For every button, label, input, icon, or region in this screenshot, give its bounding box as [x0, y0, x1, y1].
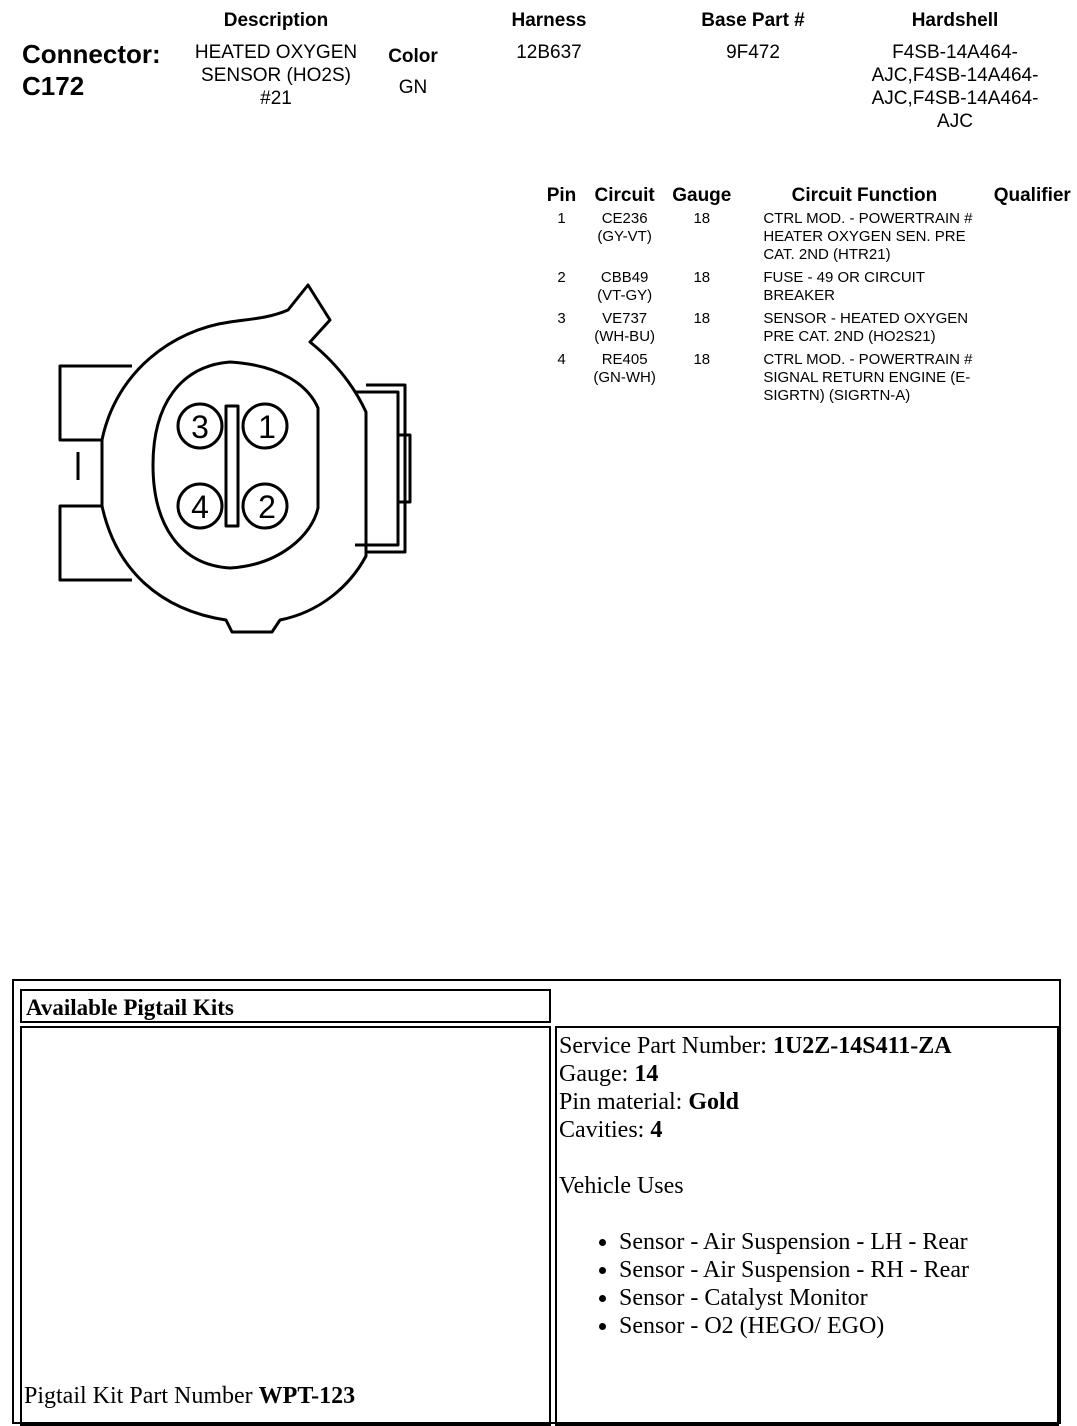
cavities-spec — [559, 1116, 1057, 1144]
circuit-color: (WH-BU) — [594, 328, 656, 345]
pin-label-4: 4 — [191, 489, 209, 525]
circuit-color: (GN-WH) — [593, 369, 656, 386]
hardshell-line: F4SB-14A464- — [892, 42, 1018, 63]
service-part-label: Service Part Number: — [559, 1033, 773, 1059]
qualifier-column-header: Qualifier — [993, 185, 1071, 206]
circuit-id: VE737 — [602, 310, 648, 327]
function-line: CTRL MOD. - POWERTRAIN # — [763, 351, 973, 368]
cavities-value: 4 — [650, 1117, 663, 1143]
circuit-cell — [587, 351, 662, 410]
pin-material-label: Pin material: — [559, 1089, 689, 1115]
gauge-value: 14 — [634, 1061, 659, 1087]
function-line: CTRL MOD. - POWERTRAIN # — [763, 210, 973, 227]
left-latch-top — [60, 366, 132, 440]
function-line: BREAKER — [763, 287, 836, 304]
circuit-column-header: Circuit — [594, 185, 655, 206]
description-line: SENSOR (HO2S) — [201, 65, 351, 86]
hardshell-value — [855, 41, 1055, 133]
pigtail-kit-image-area — [20, 1026, 551, 1426]
function-line: SIGNAL RETURN ENGINE (E- — [763, 369, 971, 386]
pin-label-2: 2 — [258, 489, 276, 525]
function-line: HEATER OXYGEN SEN. PRE — [763, 228, 966, 245]
pin-table-header-row — [536, 182, 1077, 210]
gauge-cell: 18 — [693, 351, 711, 368]
pin-number: 2 — [557, 269, 566, 286]
vehicle-uses-title: Vehicle Uses — [559, 1173, 684, 1199]
gauge-cell: 18 — [693, 269, 711, 286]
function-cell — [741, 351, 987, 410]
gauge-label: Gauge: — [559, 1061, 635, 1087]
table-row — [536, 210, 1077, 269]
connector-face-diagram — [50, 280, 420, 675]
gauge-cell: 18 — [693, 310, 711, 327]
description-value — [176, 41, 376, 110]
qualifier-cell — [988, 351, 1077, 410]
function-line: FUSE - 49 OR CIRCUIT — [763, 269, 926, 286]
base-part-value: 9F472 — [726, 42, 780, 63]
function-line: SIGRTN) (SIGRTN-A) — [763, 387, 911, 404]
circuit-cell — [587, 310, 662, 351]
harness-value: 12B637 — [516, 42, 582, 63]
hardshell-line: AJC — [937, 111, 973, 132]
circuit-color: (GY-VT) — [597, 228, 652, 245]
function-cell — [741, 310, 987, 351]
gauge-cell: 18 — [693, 210, 711, 227]
pin-table — [536, 182, 1077, 410]
function-cell — [741, 269, 987, 310]
color-header: Color — [388, 46, 438, 67]
pigtail-kit-details — [555, 1026, 1059, 1426]
pin-face-outline — [153, 362, 318, 568]
table-row — [536, 351, 1077, 410]
circuit-cell — [587, 269, 662, 310]
color-value: GN — [398, 77, 428, 98]
circuit-function-column-header: Circuit Function — [791, 185, 938, 206]
kit-part-value: WPT-123 — [258, 1383, 356, 1409]
pin-material-value: Gold — [688, 1089, 739, 1115]
qualifier-cell — [988, 310, 1077, 351]
function-line: SENSOR - HEATED OXYGEN — [763, 310, 969, 327]
pin-column-header: Pin — [546, 185, 577, 206]
connector-label — [22, 38, 161, 102]
list-item: • Sensor - Catalyst Monitor — [619, 1284, 1057, 1312]
left-latch-bottom — [60, 506, 132, 580]
pin-number: 3 — [557, 310, 566, 327]
center-divider — [226, 406, 238, 526]
circuit-id: CBB49 — [600, 269, 649, 286]
description-line: #21 — [260, 88, 292, 109]
pin-number: 4 — [557, 351, 566, 368]
hardshell-line: AJC,F4SB-14A464- — [871, 88, 1039, 109]
hardshell-line: AJC,F4SB-14A464- — [871, 65, 1039, 86]
pin-label-3: 3 — [191, 409, 209, 445]
gauge-spec — [559, 1060, 1057, 1088]
cavities-label: Cavities: — [559, 1117, 651, 1143]
table-row — [536, 310, 1077, 351]
list-item: • Sensor - Air Suspension - LH - Rear — [619, 1228, 1057, 1256]
list-item: • Sensor - O2 (HEGO/ EGO) — [619, 1312, 1057, 1340]
service-part-number — [559, 1032, 1057, 1060]
circuit-cell — [587, 210, 662, 269]
service-part-value: 1U2Z-14S411-ZA — [772, 1033, 952, 1059]
harness-header: Harness — [511, 10, 587, 31]
circuit-id: RE405 — [601, 351, 648, 368]
pin-number: 1 — [557, 210, 566, 227]
right-shroud-inner — [355, 392, 398, 545]
pigtail-kit-part-number — [24, 1383, 355, 1410]
pin-material-spec — [559, 1088, 1057, 1116]
connector-id: C172 — [22, 71, 85, 101]
description-header: Description — [223, 10, 329, 31]
gauge-column-header: Gauge — [672, 185, 732, 206]
list-item: • Sensor - Air Suspension - RH - Rear — [619, 1256, 1057, 1284]
hardshell-header: Hardshell — [911, 10, 999, 31]
circuit-id: CE236 — [601, 210, 648, 227]
description-line: HEATED OXYGEN — [194, 42, 358, 63]
circuit-color: (VT-GY) — [597, 287, 653, 304]
pin-label-1: 1 — [258, 409, 276, 445]
pigtail-kit-title: Available Pigtail Kits — [20, 989, 551, 1023]
kit-part-label: Pigtail Kit Part Number — [24, 1383, 259, 1409]
function-line: PRE CAT. 2ND (HO2S21) — [763, 328, 936, 345]
qualifier-cell — [988, 210, 1077, 269]
vehicle-uses-list — [559, 1228, 1057, 1340]
table-row — [536, 269, 1077, 310]
base-part-header: Base Part # — [701, 10, 805, 31]
function-line: CAT. 2ND (HTR21) — [763, 246, 891, 263]
function-cell — [741, 210, 987, 269]
housing-outline — [102, 285, 366, 632]
qualifier-cell — [988, 269, 1077, 310]
pigtail-kit-panel — [12, 979, 1061, 1424]
connector-label-text: Connector: — [22, 39, 161, 69]
